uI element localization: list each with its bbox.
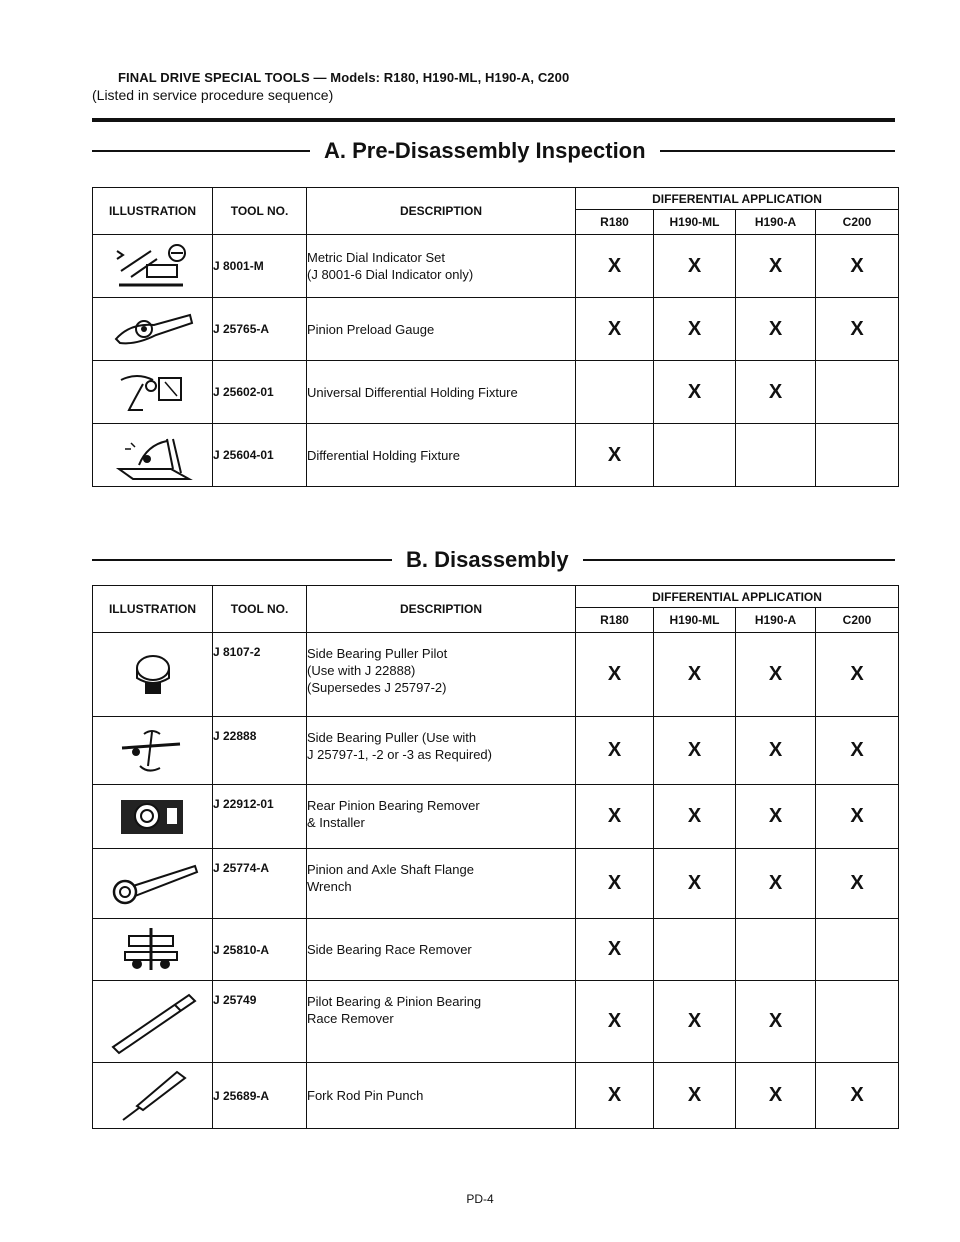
tool-description: Metric Dial Indicator Set (J 8001-6 Dial Indicator only) <box>307 235 576 298</box>
col-model: R180 <box>576 608 654 633</box>
col-application: DIFFERENTIAL APPLICATION <box>576 586 899 608</box>
mark-c200: X <box>816 849 899 919</box>
mark-h190-ml: X <box>654 1063 736 1129</box>
mark-h190-ml: X <box>654 981 736 1063</box>
section-b-title: B. Disassembly <box>406 547 569 572</box>
pin-punch-icon <box>93 1063 213 1129</box>
mark-h190-ml: X <box>654 785 736 849</box>
tool-number: J 22912-01 <box>213 785 307 849</box>
mark-h190-a: X <box>736 298 816 361</box>
col-model: H190-ML <box>654 608 736 633</box>
tool-number: J 25604-01 <box>213 424 307 487</box>
tool-description: Pilot Bearing & Pinion Bearing Race Remover <box>307 981 576 1063</box>
tool-description: Differential Holding Fixture <box>307 424 576 487</box>
page-subtitle: (Listed in service procedure sequence) <box>92 87 334 103</box>
mark-r180: X <box>576 633 654 717</box>
tool-description: Rear Pinion Bearing Remover & Installer <box>307 785 576 849</box>
mark-h190-ml: X <box>654 235 736 298</box>
mark-c200: X <box>816 1063 899 1129</box>
col-application: DIFFERENTIAL APPLICATION <box>576 188 899 210</box>
differential-fixture-icon <box>93 424 213 487</box>
col-illustration: ILLUSTRATION <box>93 586 213 633</box>
tool-number: J 25810-A <box>213 919 307 981</box>
table-row <box>93 717 899 785</box>
mark-h190-a: X <box>736 717 816 785</box>
tool-number: J 8001-M <box>213 235 307 298</box>
mark-h190-ml: X <box>654 849 736 919</box>
tool-description: Side Bearing Puller (Use with J 25797-1, -2 or -3 as Required) <box>307 717 576 785</box>
mark-h190-ml: X <box>654 298 736 361</box>
table-row <box>93 298 899 361</box>
mark-c200 <box>816 424 899 487</box>
table-row <box>93 1063 899 1129</box>
mark-c200: X <box>816 298 899 361</box>
bearing-remover-icon <box>93 785 213 849</box>
mark-h190-ml: X <box>654 633 736 717</box>
col-illustration: ILLUSTRATION <box>93 188 213 235</box>
col-model: C200 <box>816 608 899 633</box>
mark-h190-ml: X <box>654 717 736 785</box>
mark-c200 <box>816 981 899 1063</box>
tool-number: J 25689-A <box>213 1063 307 1129</box>
mark-h190-a: X <box>736 785 816 849</box>
tool-description: Pinion Preload Gauge <box>307 298 576 361</box>
mark-r180: X <box>576 849 654 919</box>
header-rule <box>92 118 895 122</box>
mark-h190-ml <box>654 919 736 981</box>
table-row <box>93 981 899 1063</box>
page-title: FINAL DRIVE SPECIAL TOOLS — Models: R180, H190-ML, H190-A, C200 <box>118 70 570 85</box>
mark-r180 <box>576 361 654 424</box>
table-row <box>93 919 899 981</box>
mark-r180: X <box>576 235 654 298</box>
puller-pilot-icon <box>93 633 213 717</box>
col-model: H190-ML <box>654 210 736 235</box>
mark-h190-ml: X <box>654 361 736 424</box>
table-row <box>93 849 899 919</box>
col-tool-no: TOOL NO. <box>213 586 307 633</box>
mark-h190-a: X <box>736 981 816 1063</box>
col-description: DESCRIPTION <box>307 188 576 235</box>
mark-h190-a: X <box>736 235 816 298</box>
tool-number: J 25749 <box>213 981 307 1063</box>
tool-number: J 8107-2 <box>213 633 307 717</box>
col-model: H190-A <box>736 608 816 633</box>
col-model: H190-A <box>736 210 816 235</box>
mark-c200 <box>816 361 899 424</box>
table-row <box>93 361 899 424</box>
table-pre-disassembly <box>92 187 899 487</box>
table-row <box>93 424 899 487</box>
mark-h190-a <box>736 424 816 487</box>
mark-c200: X <box>816 785 899 849</box>
tool-description: Universal Differential Holding Fixture <box>307 361 576 424</box>
table-disassembly <box>92 585 899 1129</box>
mark-h190-ml <box>654 424 736 487</box>
page-number: PD-4 <box>466 1192 494 1206</box>
tool-number: J 25602-01 <box>213 361 307 424</box>
tool-description: Side Bearing Race Remover <box>307 919 576 981</box>
tool-description: Pinion and Axle Shaft Flange Wrench <box>307 849 576 919</box>
driver-rod-icon <box>93 981 213 1063</box>
preload-gauge-icon <box>93 298 213 361</box>
mark-c200: X <box>816 717 899 785</box>
holding-fixture-icon <box>93 361 213 424</box>
col-model: R180 <box>576 210 654 235</box>
mark-r180: X <box>576 1063 654 1129</box>
bearing-puller-icon <box>93 717 213 785</box>
col-description: DESCRIPTION <box>307 586 576 633</box>
mark-c200: X <box>816 235 899 298</box>
table-row <box>93 235 899 298</box>
mark-r180: X <box>576 919 654 981</box>
mark-r180: X <box>576 298 654 361</box>
dial-indicator-set-icon <box>93 235 213 298</box>
mark-r180: X <box>576 981 654 1063</box>
section-a-title: A. Pre-Disassembly Inspection <box>324 138 646 163</box>
page-header <box>92 70 892 103</box>
flange-wrench-icon <box>93 849 213 919</box>
mark-r180: X <box>576 785 654 849</box>
mark-h190-a: X <box>736 849 816 919</box>
mark-h190-a: X <box>736 633 816 717</box>
table-row <box>93 785 899 849</box>
tool-description: Side Bearing Puller Pilot (Use with J 22888) (Supersedes J 25797-2) <box>307 633 576 717</box>
col-model: C200 <box>816 210 899 235</box>
col-tool-no: TOOL NO. <box>213 188 307 235</box>
mark-r180: X <box>576 424 654 487</box>
mark-c200 <box>816 919 899 981</box>
mark-h190-a: X <box>736 1063 816 1129</box>
section-b-heading <box>92 545 895 575</box>
tool-number: J 25774-A <box>213 849 307 919</box>
race-remover-icon <box>93 919 213 981</box>
mark-h190-a: X <box>736 361 816 424</box>
table-row <box>93 633 899 717</box>
section-a-heading <box>92 136 895 166</box>
mark-h190-a <box>736 919 816 981</box>
tool-number: J 22888 <box>213 717 307 785</box>
tool-number: J 25765-A <box>213 298 307 361</box>
mark-c200: X <box>816 633 899 717</box>
mark-r180: X <box>576 717 654 785</box>
tool-description: Fork Rod Pin Punch <box>307 1063 576 1129</box>
